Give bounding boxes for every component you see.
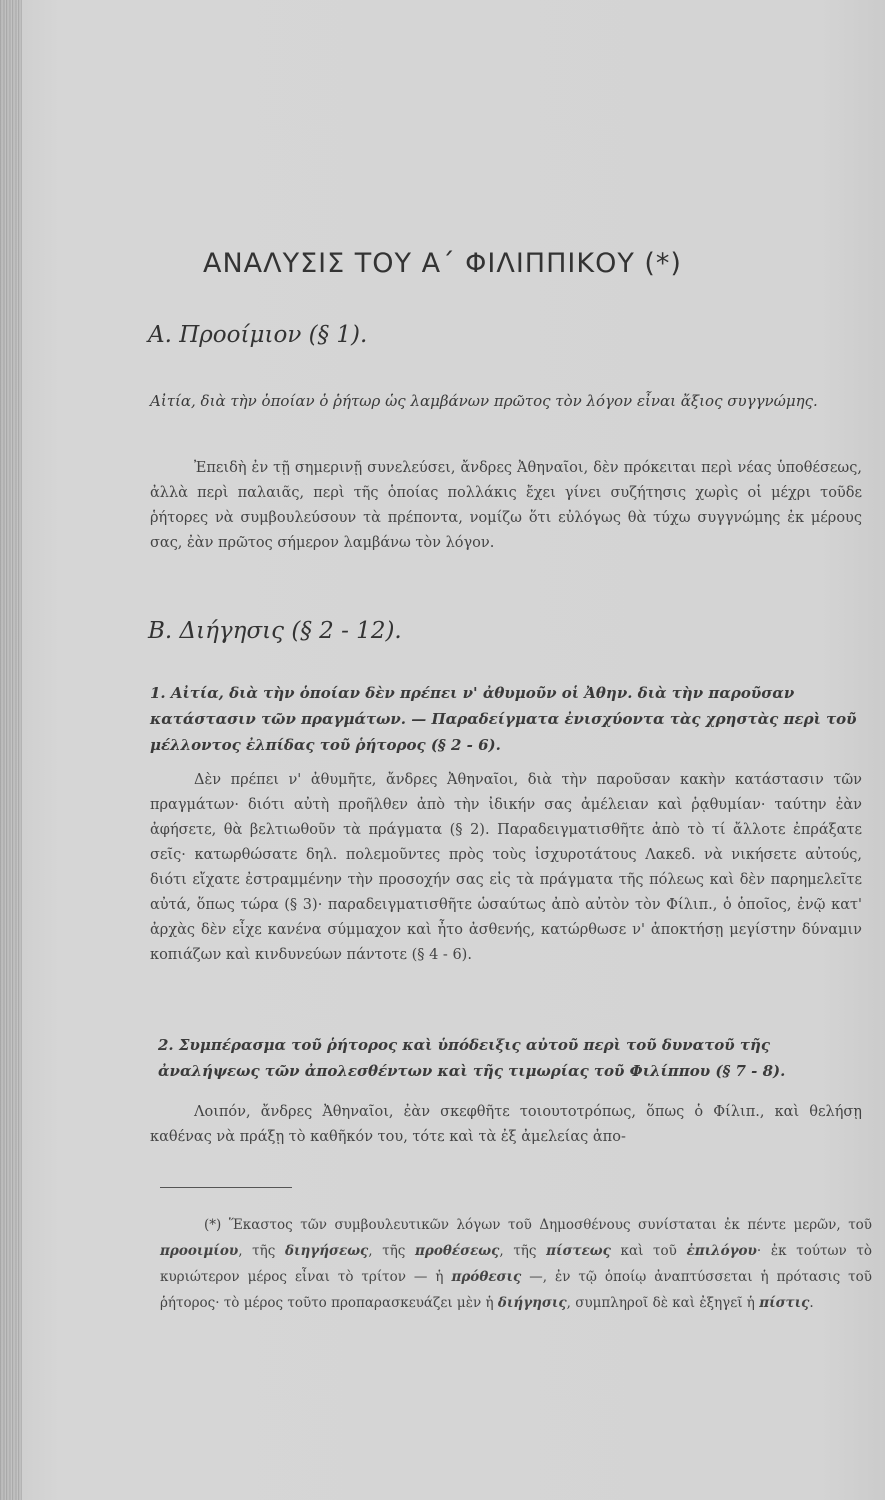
footnote: (*) Ἕκαστος τῶν συμβουλευτικῶν λόγων τοῦ Δημοσθένους συνίσταται ἐκ πέντε μερῶν, τοῦ προοιμίου, τῆς διηγήσεως, τῆς προθέσεως, τῆς πίστεως καὶ τοῦ ἐπιλόγου· ἐκ τούτων τὸ κυριώτερον μέρος εἶναι τὸ τρίτον — ἡ πρόθεσις —, ἐν τῷ ὁποίῳ ἀναπτύσσεται ἡ πρότασις τοῦ ῥήτορος· τὸ μέρος τοῦτο προπαρασκευάζει μὲν ἡ διήγησις, συμπληροῖ δὲ καὶ ἐξηγεῖ ἡ πίστις. [160, 1217, 872, 1311]
section-b-subheading-2: 2. Συμπέρασμα τοῦ ῥήτορος καὶ ὑπόδειξις αὐτοῦ περὶ τοῦ δυνατοῦ τῆς ἀναλήψεως τῶν ἀπολεσθέντων καὶ τῆς τιμωρίας τοῦ Φιλίππου (§ 7 - 8). [158, 1036, 786, 1080]
footnote-divider [160, 1187, 292, 1188]
section-a-subtitle: Αἰτία, διὰ τὴν ὁποίαν ὁ ῥήτωρ ὡς λαμβάνων πρῶτος τὸν λόγον εἶναι ἄξιος συγγνώμης. [150, 392, 818, 410]
section-b-heading: Β. Διήγησις (§ 2 - 12). [148, 618, 402, 644]
section-b-text-2: Λοιπόν, ἄνδρες Ἀθηναῖοι, ἐὰν σκεφθῆτε τοιουτοτρόπως, ὅπως ὁ Φίλιπ., καὶ θελήσῃ καθένας νὰ πράξῃ τὸ καθῆκόν του, τότε καὶ τὰ ἐξ ἀμελείας ἀπο- [150, 1104, 862, 1145]
section-b-subheading-1: 1. Αἰτία, διὰ τὴν ὁποίαν δὲν πρέπει ν' ἀθυμοῦν οἱ Ἀθην. διὰ τὴν παροῦσαν κατάστασιν τῶν πραγμάτων. — Παραδείγματα ἐνισχύοντα τὰς χρηστὰς περὶ τοῦ μέλλοντος ἐλπίδας τοῦ ῥήτορος (§ 2 - 6). [150, 684, 857, 754]
section-b-text-1: Δὲν πρέπει ν' ἀθυμῆτε, ἄνδρες Ἀθηναῖοι, διὰ τὴν παροῦσαν κακὴν κατάστασιν τῶν πραγμάτων· διότι αὐτὴ προῆλθεν ἀπὸ τὴν ἰδικήν σας ἀμέλειαν καὶ ῥᾳθυμίαν· ταύτην ἐὰν ἀφήσετε, θὰ βελτιωθοῦν τὰ πράγματα (§ 2). Παραδειγματισθῆτε ἀπὸ τὸ τί ἄλλοτε ἐπράξατε σεῖς· κατωρθώσατε δηλ. πολεμοῦντες πρὸς τοὺς ἰσχυροτάτους Λακεδ. νὰ νικήσετε αὐτούς, διότι εἴχατε ἐστραμμένην τὴν προσοχήν σας εἰς τὰ πράγματα τῆς πόλεως καὶ δὲν παρημελεῖτε αὐτά, ὅπως τώρα (§ 3)· παραδειγματισθῆτε ὡσαύτως ἀπὸ αὐτὸν τὸν Φίλιπ., ὁ ὁποῖος, ἐνῷ κατ' ἀρχὰς δὲν εἶχε κανένα σύμμαχον καὶ ἦτο ἀσθενής, κατώρθωσε ν' ἀποκτήσῃ μεγίστην δύναμιν κοπιάζων καὶ κινδυνεύων πάντοτε (§ 4 - 6). [150, 772, 862, 963]
page-title: ΑΝΑΛΥΣΙΣ ΤΟΥ Α΄ ΦΙΛΙΠΠΙΚΟΥ (*) [203, 248, 682, 279]
section-a-text: Ἐπειδὴ ἐν τῇ σημερινῇ συνελεύσει, ἄνδρες Ἀθηναῖοι, δὲν πρόκειται περὶ νέας ὑποθέσεως, ἀλλὰ περὶ παλαιᾶς, περὶ τῆς ὁποίας πολλάκις ἔχει γίνει συζήτησις χωρὶς οἱ μέχρι τοῦδε ῥήτορες νὰ συμβουλεύσουν τὰ πρέποντα, νομίζω ὅτι εὐλόγως θὰ τύχω συγγνώμης ἐκ μέρους σας, ἐὰν πρῶτος σήμερον λαμβάνω τὸν λόγον. [150, 460, 862, 551]
section-a-heading: Α. Προοίμιον (§ 1). [148, 322, 368, 348]
book-spine-edge [0, 0, 22, 1500]
